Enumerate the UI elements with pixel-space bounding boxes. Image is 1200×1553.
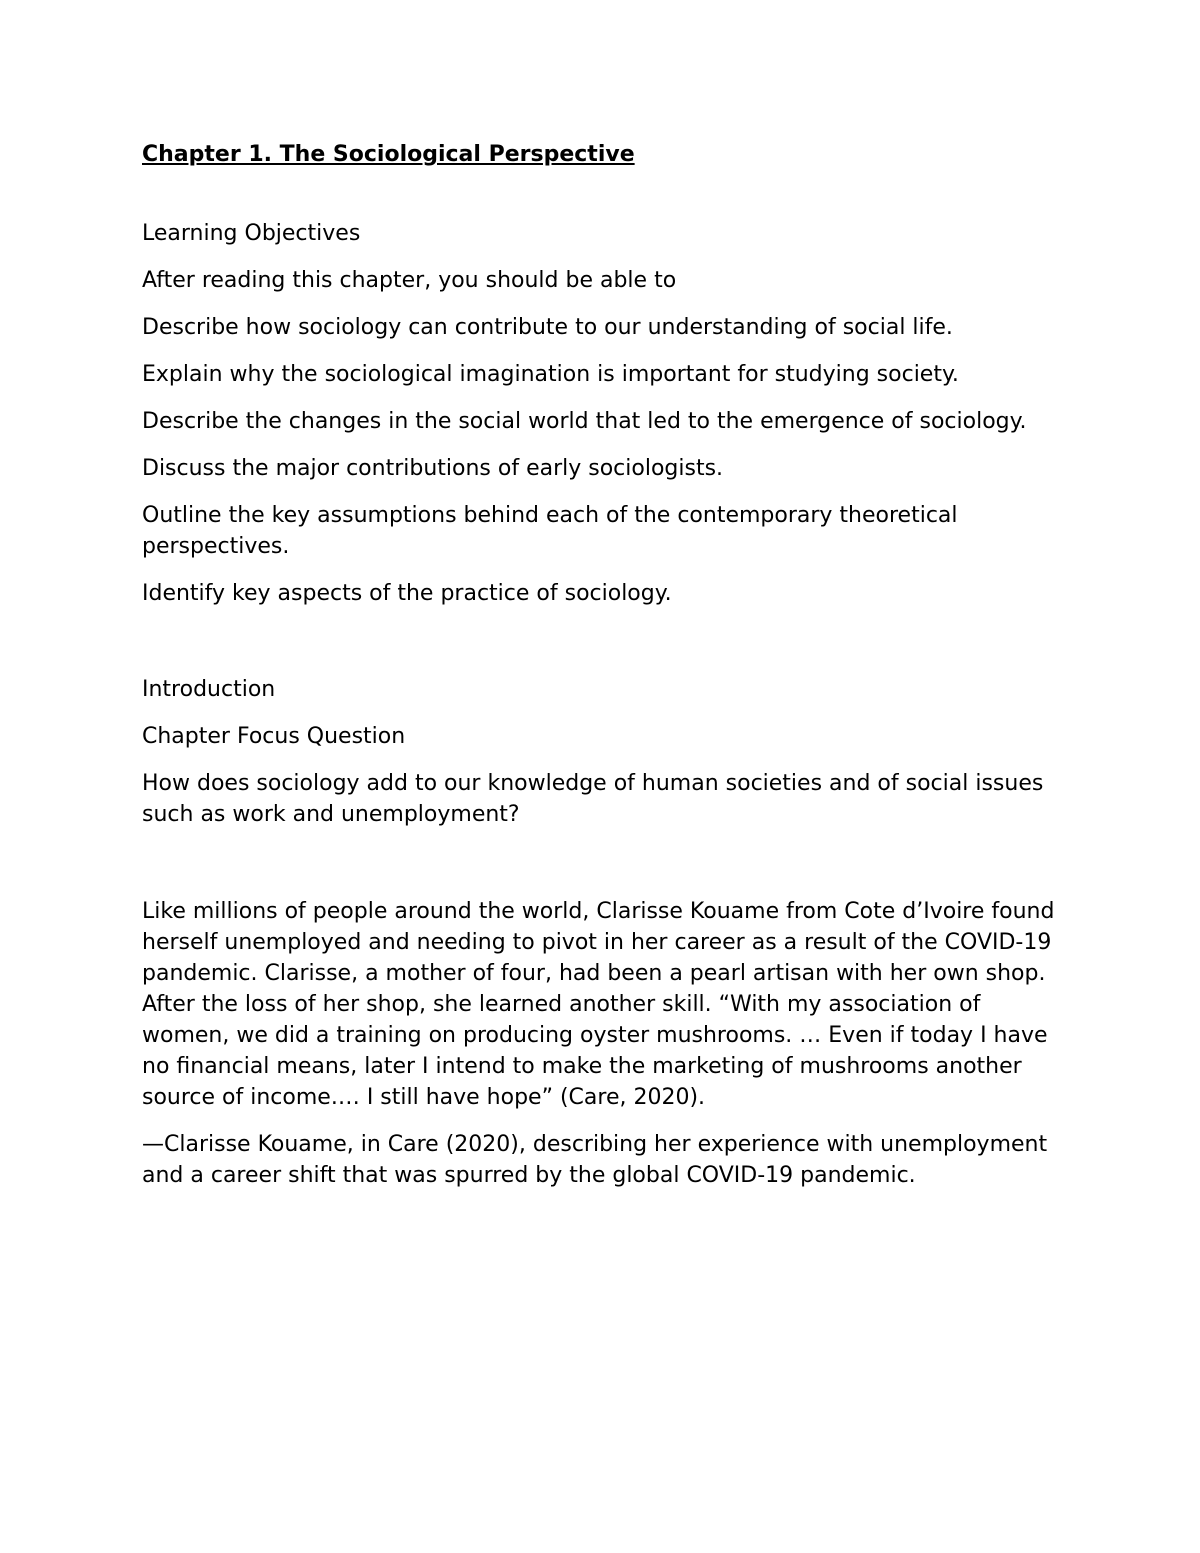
spacer xyxy=(142,846,1062,896)
objective-item: Discuss the major contributions of early sociologists. xyxy=(142,456,724,481)
objective-item: Outline the key assumptions behind each of the contemporary theoretical perspectives. xyxy=(142,503,958,559)
objective-item: Describe the changes in the social world that led to the emergence of sociology. xyxy=(142,409,1027,434)
chapter-title: Chapter 1. The Sociological Perspective xyxy=(142,142,635,167)
objective-item: Identify key aspects of the practice of sociology. xyxy=(142,581,672,606)
objective-item: Describe how sociology can contribute to our understanding of social life. xyxy=(142,315,953,340)
objectives-heading: Learning Objectives xyxy=(142,221,361,246)
focus-question: How does sociology add to our knowledge of human societies and of social issues such as work and unemployment? xyxy=(142,771,1044,827)
spacer xyxy=(142,625,1062,674)
objective-item: Explain why the sociological imagination is important for studying society. xyxy=(142,362,959,387)
introduction-heading: Introduction xyxy=(142,677,276,702)
focus-question-heading: Chapter Focus Question xyxy=(142,724,406,749)
spacer xyxy=(142,170,1062,218)
document-body xyxy=(142,139,1062,1207)
objectives-lead: After reading this chapter, you should be able to xyxy=(142,268,677,293)
story-quote: Like millions of people around the world, Clarisse Kouame from Cote d’Ivoire found herself unemployed and needing to pivot in her career as a result of the COVID-19 pandemic. Clarisse, a mother of four, had been a pearl artisan with her own shop. After the loss of her shop, she learned another skill. “With my association of women, we did a training on producing oyster mushrooms. … Even if today I have no financial means, later I intend to make the marketing of mushrooms another source of income.… I still have hope” (Care, 2020). xyxy=(142,899,1055,1110)
story-attribution: —Clarisse Kouame, in Care (2020), describing her experience with unemployment and a career shift that was spurred by the global COVID-19 pandemic. xyxy=(142,1132,1048,1188)
